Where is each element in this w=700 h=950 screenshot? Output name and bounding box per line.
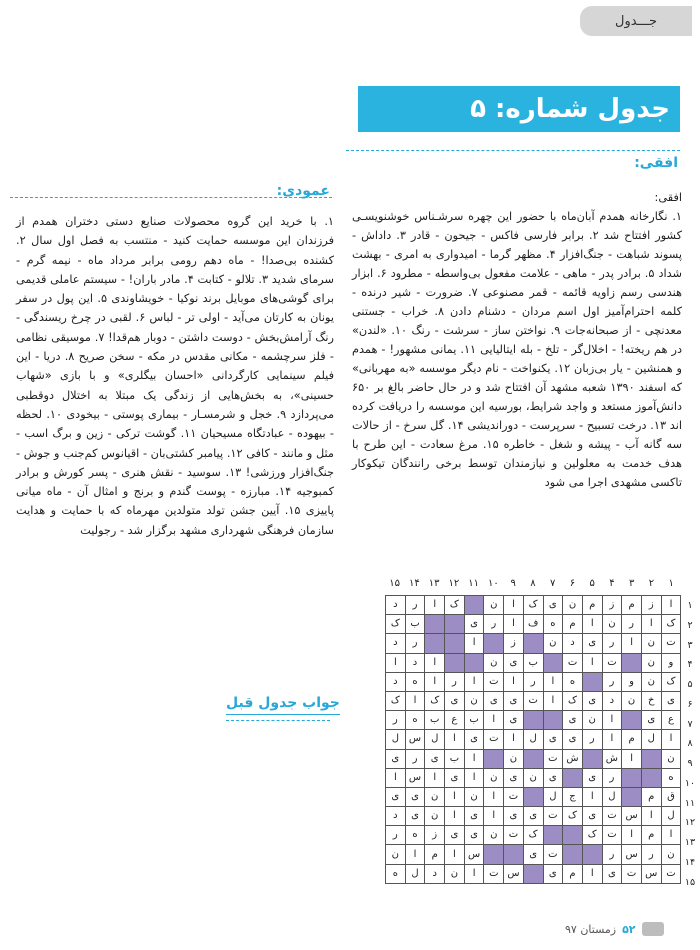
crossword-block [523,749,543,768]
crossword-cell: د [405,653,425,672]
crossword-cell: ر [405,749,425,768]
row-number: ۲ [687,619,693,631]
column-number: ۹ [510,578,516,589]
column-number: ۳ [628,578,635,589]
crossword-cell: ا [484,711,504,730]
crossword-cell: ز [602,596,622,615]
crossword-cell: ا [582,653,602,672]
crossword-cell: د [425,864,445,883]
crossword-cell: ی [386,749,406,768]
crossword-cell: ا [661,730,681,749]
crossword-cell: ی [405,787,425,806]
crossword-block [641,768,661,787]
crossword-cell: ک [445,596,465,615]
crossword-row [386,730,681,749]
crossword-cell: ش [602,749,622,768]
crossword-cell: ل [641,730,661,749]
crossword-cell: ز [425,826,445,845]
row-number: ۸ [687,738,693,750]
crossword-row [386,845,681,864]
crossword-cell: ا [504,730,524,749]
page-footer [565,922,664,936]
crossword-row [386,596,681,615]
crossword-cell: ز [504,634,524,653]
page-number: ۵۲ [622,922,636,936]
crossword-block [582,845,602,864]
crossword-row [386,691,681,710]
crossword-cell: ف [523,615,543,634]
column-number: ۴ [609,578,615,589]
crossword-cell: ر [405,596,425,615]
crossword-block [622,711,642,730]
crossword-cell: ت [661,634,681,653]
crossword-cell: ک [425,691,445,710]
crossword-cell: ن [641,653,661,672]
crossword-cell: ی [543,864,563,883]
crossword-cell: ر [602,634,622,653]
row-number: ۱۵ [684,876,696,888]
crossword-cell: ا [464,768,484,787]
crossword-cell: م [641,787,661,806]
crossword-cell: ک [661,672,681,691]
crossword-block [484,749,504,768]
crossword-cell: م [563,615,583,634]
crossword-cell: ی [641,711,661,730]
crossword-cell: ا [464,864,484,883]
crossword-cell: ر [602,845,622,864]
crossword-cell: ن [661,845,681,864]
crossword-cell: ر [405,634,425,653]
crossword-cell: ن [464,787,484,806]
crossword-cell: ا [405,845,425,864]
horizontal-clues-text: ۱. نگارخانه همدم آبان‌ماه با حضور این چهره سرشـناس خوشنویسـی کشور افتتاح شد ۲. برابر فارسی فاکس - جیحون - قادر ۳. داداش - پسوند شباهت - جنگ‌افزار ۴. مظهر گرما - امیدواری به امری - بهشت شداد ۵. برادر پدر - ماهی - علامت مفعول بی‌واسطه - مطرود ۶. ابزار هندسی رسم زاویه قائمه - قمر مصنوعی ۷. ضرورت - شیر درنده - کلمه احترام‌آمیز اول اسم مردان - دشنام دادن ۸. خراب - جستنی معدنچی - از صبحانه‌جات ۹. نواختن ساز - سرشت - رنگ ۱۰. «لندن» در هم ریخته! - اخلال‌گر - تلخ - بله ایتالیایی ۱۱. یمانی مشهور! - همدم و همنشین - یار بی‌زبان ۱۲. یکنواخت - نام دیگر موسسه «به مهربانی» که اسفند ۱۳۹۰ شعبه مشهد آن افتتاح شد و در حال حاضر بالغ بر ۶۵۰ دانش‌آموز مستعد و واجد شرایط، بورسیه این موسسه را دریافت کرده اند ۱۳. درخت تسبیح - سرپرست - دوراندیشی ۱۴. گل سرخ - از حالات سه گانه آب - پیشه و شغل - خاطره ۱۵. مرغ سعادت - این طرح با هدف خدمت به معلولین و نیازمندان توسط برخی رانندگان تیکوکار تاکسی مشهدی اجرا می شود [352,210,683,489]
crossword-cell: ن [622,691,642,710]
crossword-cell: ر [622,615,642,634]
crossword-row [386,634,681,653]
column-number: ۶ [569,578,576,589]
crossword-cell: ن [504,749,524,768]
crossword-cell: ا [445,787,465,806]
crossword-block [563,845,583,864]
crossword-cell: ی [445,826,465,845]
column-number: ۵ [589,578,595,589]
crossword-block [543,826,563,845]
crossword-cell: ی [661,691,681,710]
crossword-block [484,845,504,864]
crossword-cell: ر [386,826,406,845]
crossword-cell: ل [405,864,425,883]
column-number: ۱ [668,578,674,589]
crossword-cell: ی [464,826,484,845]
crossword-cell: ا [602,711,622,730]
crossword-cell: ر [582,730,602,749]
crossword-cell: ر [641,845,661,864]
crossword-cell: ی [563,730,583,749]
crossword-cell: د [386,672,406,691]
column-number: ۱۲ [448,578,460,589]
crossword-row [386,807,681,826]
crossword-cell: ی [582,634,602,653]
crossword-cell: ی [386,787,406,806]
crossword-cell: ی [504,691,524,710]
crossword-cell: ت [484,672,504,691]
crossword-cell: م [425,845,445,864]
horizontal-heading: افقی: [634,155,678,171]
crossword-cell: و [661,653,681,672]
crossword-cell: د [386,596,406,615]
crossword-block [523,864,543,883]
crossword-cell: ع [661,711,681,730]
crossword-cell: ی [464,615,484,634]
crossword-cell: ی [504,711,524,730]
crossword-cell: ا [622,634,642,653]
crossword-cell: ر [445,672,465,691]
crossword-cell: ی [445,691,465,710]
crossword-cell: ا [641,615,661,634]
crossword-cell: ی [543,768,563,787]
crossword-cell: ه [386,864,406,883]
crossword-cell: س [504,864,524,883]
crossword-cell: ا [602,730,622,749]
crossword-cell: ا [425,768,445,787]
crossword-cell: ی [405,807,425,826]
crossword-row [386,672,681,691]
crossword-cell: ی [582,768,602,787]
crossword-cell: ج [563,787,583,806]
crossword-cell: ر [523,672,543,691]
crossword-cell: ت [563,653,583,672]
column-number: ۲ [648,578,655,589]
crossword-block [523,634,543,653]
column-number: ۱۱ [468,578,480,589]
page-title: جدول شماره: ۵ [358,86,680,132]
crossword-block [523,787,543,806]
crossword-cell: ا [445,807,465,826]
crossword-cell: ا [425,672,445,691]
crossword-cell: ت [543,807,563,826]
crossword-cell: ن [582,711,602,730]
crossword-cell: ا [425,653,445,672]
crossword-column-numbers [385,578,681,594]
crossword-block [641,749,661,768]
column-number: ۱۰ [488,578,499,589]
vertical-clues: ۱. با خرید این گروه محصولات صنایع دستی دختران همدم از فرزندان این موسسه حمایت کنید - منتسب به فصل اول سال ۲. کشنده بی‌صدا! - ماه دهم رومی برابر مرداد ماه - نیمه گرم - سرمای شدید ۳. تلالو - کتابت ۴. مادر باران! - سیستم عاملی قدیمی برای گوشی‌های موبایل برند نوکیا - خویشاوندی ۵. این پول در سفر یونان به کارتان می‌آید - اولی تر - لباس ۶. لقبی در چرخ ریسندگی - رنگ آرامش‌بخش - دوست داشتن - دوبار هم‌قدا! ۷. موسیقی نظامی - فلز سرچشمه - مکانی مقدس در مکه - سخن صریح ۸. دریا - این فیلم سینمایی کارگردانی «احسان بیگلری» و با بازی «شهاب حسینی»، به بخش‌هایی از زندگی یک مبتلا به اختلال دوقطبی می‌پردازد ۹. خجل و شرمسـار - بیماری پوستی - بیخودی ۱۰. لحظه - بیهوده - عبادتگاه مسیحیان ۱۱. گوشت ترکی - زین و برگ اسب - مثل و مانند - کافی ۱۲. پیامبر کشتی‌بان - اقیانوس کم‌جنب و جوش - جنگ‌افزار ورزشی! ۱۳. سوسید - نقش هنری - پسر کورش و برادر کمبوجیه ۱۴. مبارزه - پوست گندم و برنج و امثال آن - ماه میانی پاییزی ۱۵. آیین جشن تولد متولدین مهرماه که با حمایت و هدایت سازمان فرهنگی شهرداری مشهد برگزار شد - رجولیت [16,215,335,537]
crossword-cell: ک [563,807,583,826]
issue-label: زمستان ۹۷ [565,922,617,936]
crossword-cell: س [405,730,425,749]
crossword-cell: ن [543,634,563,653]
crossword-cell: ن [641,634,661,653]
crossword-cell: خ [641,691,661,710]
crossword-cell: ا [484,787,504,806]
crossword-cell: ا [386,768,406,787]
crossword-cell: ل [523,730,543,749]
crossword-cell: س [622,807,642,826]
crossword-row [386,826,681,845]
crossword-block [425,634,445,653]
crossword-cell: ب [405,615,425,634]
crossword-cell: ت [484,864,504,883]
crossword-block [484,634,504,653]
crossword-cell: ا [445,845,465,864]
crossword-cell: ک [386,691,406,710]
crossword-cell: ی [563,711,583,730]
crossword-cell: ز [641,596,661,615]
crossword-cell: و [622,672,642,691]
crossword-cell: ب [445,749,465,768]
crossword-row [386,653,681,672]
crossword-block [523,711,543,730]
crossword-cell: ی [602,864,622,883]
crossword-cell: ن [445,864,465,883]
crossword-cell: ی [504,653,524,672]
crossword-cell: ی [504,768,524,787]
crossword-cell: ا [622,826,642,845]
crossword-cell: ع [445,711,465,730]
crossword-cell: ی [523,807,543,826]
crossword-cell: ن [464,691,484,710]
crossword-cell: ا [582,615,602,634]
crossword-block [622,768,642,787]
crossword-cell: ت [484,730,504,749]
row-number: ۹ [687,758,693,769]
crossword-cell: ا [582,864,602,883]
crossword-cell: ا [464,672,484,691]
row-number: ۳ [687,639,693,651]
crossword-cell: ن [386,845,406,864]
crossword-cell: ه [405,826,425,845]
crossword-block [543,711,563,730]
crossword-cell: ا [504,672,524,691]
crossword-cell: س [464,845,484,864]
crossword-cell: ی [523,845,543,864]
crossword-cell: ی [504,807,524,826]
crossword-row [386,749,681,768]
crossword-cell: ل [661,807,681,826]
crossword-cell: ا [543,672,563,691]
crossword-cell: ک [563,691,583,710]
crossword-cell: د [386,807,406,826]
crossword-cell: ر [602,672,622,691]
crossword-cell: ا [504,596,524,615]
crossword-cell: ل [602,787,622,806]
crossword-cell: ن [602,615,622,634]
crossword-row [386,711,681,730]
crossword-cell: م [563,864,583,883]
crossword-cell: ا [661,596,681,615]
crossword-cell: ن [484,653,504,672]
crossword-row [386,768,681,787]
crossword-cell: ت [543,845,563,864]
crossword-cell: ی [543,596,563,615]
horizontal-clues [352,188,682,492]
crossword-block [445,634,465,653]
crossword-cell: ک [523,826,543,845]
crossword-block [622,653,642,672]
crossword-cell: ه [543,615,563,634]
crossword-cell: ل [543,787,563,806]
crossword-block [563,768,583,787]
crossword-cell: س [641,864,661,883]
crossword-cell: ه [405,711,425,730]
crossword-cell: ل [425,730,445,749]
crossword-cell: ن [563,596,583,615]
crossword-cell: ش [563,749,583,768]
crossword-cell: د [386,634,406,653]
crossword-block [582,749,602,768]
crossword-cell: ر [484,615,504,634]
crossword-block [504,845,524,864]
previous-answer-heading: جواب جدول قبل [226,695,340,715]
crossword-cell: ب [523,653,543,672]
crossword-cell: ت [523,691,543,710]
crossword-cell: ت [504,826,524,845]
horizontal-subheading: افقی: [654,191,682,204]
column-number: ۷ [549,578,556,589]
crossword-cell: ک [523,596,543,615]
crossword-cell: م [622,730,642,749]
crossword-cell: ی [484,691,504,710]
crossword-cell: ا [622,749,642,768]
crossword-cell: ت [543,749,563,768]
column-number: ۱۵ [389,578,401,589]
crossword-cell: ه [405,672,425,691]
crossword-block [543,653,563,672]
divider [226,720,330,721]
divider [10,197,332,198]
crossword-cell: ل [386,730,406,749]
row-number: ۱۳ [684,837,696,848]
crossword-block [563,826,583,845]
crossword-cell: ا [464,634,484,653]
crossword-cell: ن [523,768,543,787]
crossword-cell: ی [464,730,484,749]
row-number: ۱۲ [684,817,696,829]
crossword-cell: ا [582,787,602,806]
crossword-cell: ن [484,768,504,787]
crossword-block [425,615,445,634]
crossword-cell: ا [405,691,425,710]
crossword-cell: ا [543,691,563,710]
crossword-cell: ی [582,807,602,826]
crossword-cell: ی [464,807,484,826]
row-number: ۷ [687,718,693,730]
crossword-row [386,787,681,806]
crossword-row [386,615,681,634]
crossword-cell: ت [602,807,622,826]
crossword-cell: ن [425,807,445,826]
crossword-cell: ک [386,615,406,634]
row-number: ۱ [687,600,693,611]
row-number: ۱۰ [684,777,696,789]
crossword-cell: د [602,691,622,710]
crossword-cell: س [622,845,642,864]
crossword-cell: ک [661,615,681,634]
column-number: ۱۳ [428,578,440,589]
crossword-cell: ت [622,864,642,883]
divider [346,150,680,151]
crossword-block [464,653,484,672]
crossword-cell: ا [504,615,524,634]
crossword-block [622,787,642,806]
crossword-cell: ا [661,826,681,845]
crossword-cell: ن [484,826,504,845]
crossword-cell: ا [641,807,661,826]
crossword-cell: ا [425,596,445,615]
crossword-cell: ت [504,787,524,806]
crossword-cell: ن [641,672,661,691]
crossword-row [386,864,681,883]
column-number: ۱۴ [409,578,420,589]
crossword-cell: ی [425,749,445,768]
section-tab[interactable] [580,6,692,36]
crossword-cell: ا [484,807,504,826]
crossword-cell: م [641,826,661,845]
crossword-block [464,596,484,615]
crossword-cell: ب [425,711,445,730]
crossword-cell: ت [661,864,681,883]
crossword-cell: ر [602,768,622,787]
row-number: ۱۴ [684,856,696,868]
section-tab-label: جـــدول [615,13,658,29]
crossword-cell: د [563,634,583,653]
crossword-cell: م [622,596,642,615]
crossword-block [445,653,465,672]
crossword-cell: ا [386,653,406,672]
crossword-block [445,615,465,634]
crossword-cell: ی [543,730,563,749]
vertical-heading: عمودی: [276,183,330,199]
logo-icon [642,922,664,936]
crossword-cell: س [405,768,425,787]
column-number: ۸ [530,578,536,589]
crossword-cell: ت [602,826,622,845]
crossword-cell: ق [661,787,681,806]
crossword-cell: ت [602,653,622,672]
row-number: ۴ [687,659,693,671]
crossword-block [582,672,602,691]
crossword-cell: ا [464,749,484,768]
crossword-cell: ی [582,691,602,710]
crossword-cell: ی [445,768,465,787]
crossword-cell: ن [661,749,681,768]
crossword-cell: ک [582,826,602,845]
row-number: ۵ [687,679,693,690]
crossword-cell: ن [484,596,504,615]
crossword-cell: ن [425,787,445,806]
row-number: ۶ [687,698,693,710]
crossword-grid [385,595,681,884]
crossword-cell: ب [464,711,484,730]
crossword-cell: ه [661,768,681,787]
crossword-cell: ر [386,711,406,730]
crossword-cell: ا [445,730,465,749]
crossword-cell: ه [563,672,583,691]
crossword-cell: م [582,596,602,615]
row-number: ۱۱ [684,797,696,809]
